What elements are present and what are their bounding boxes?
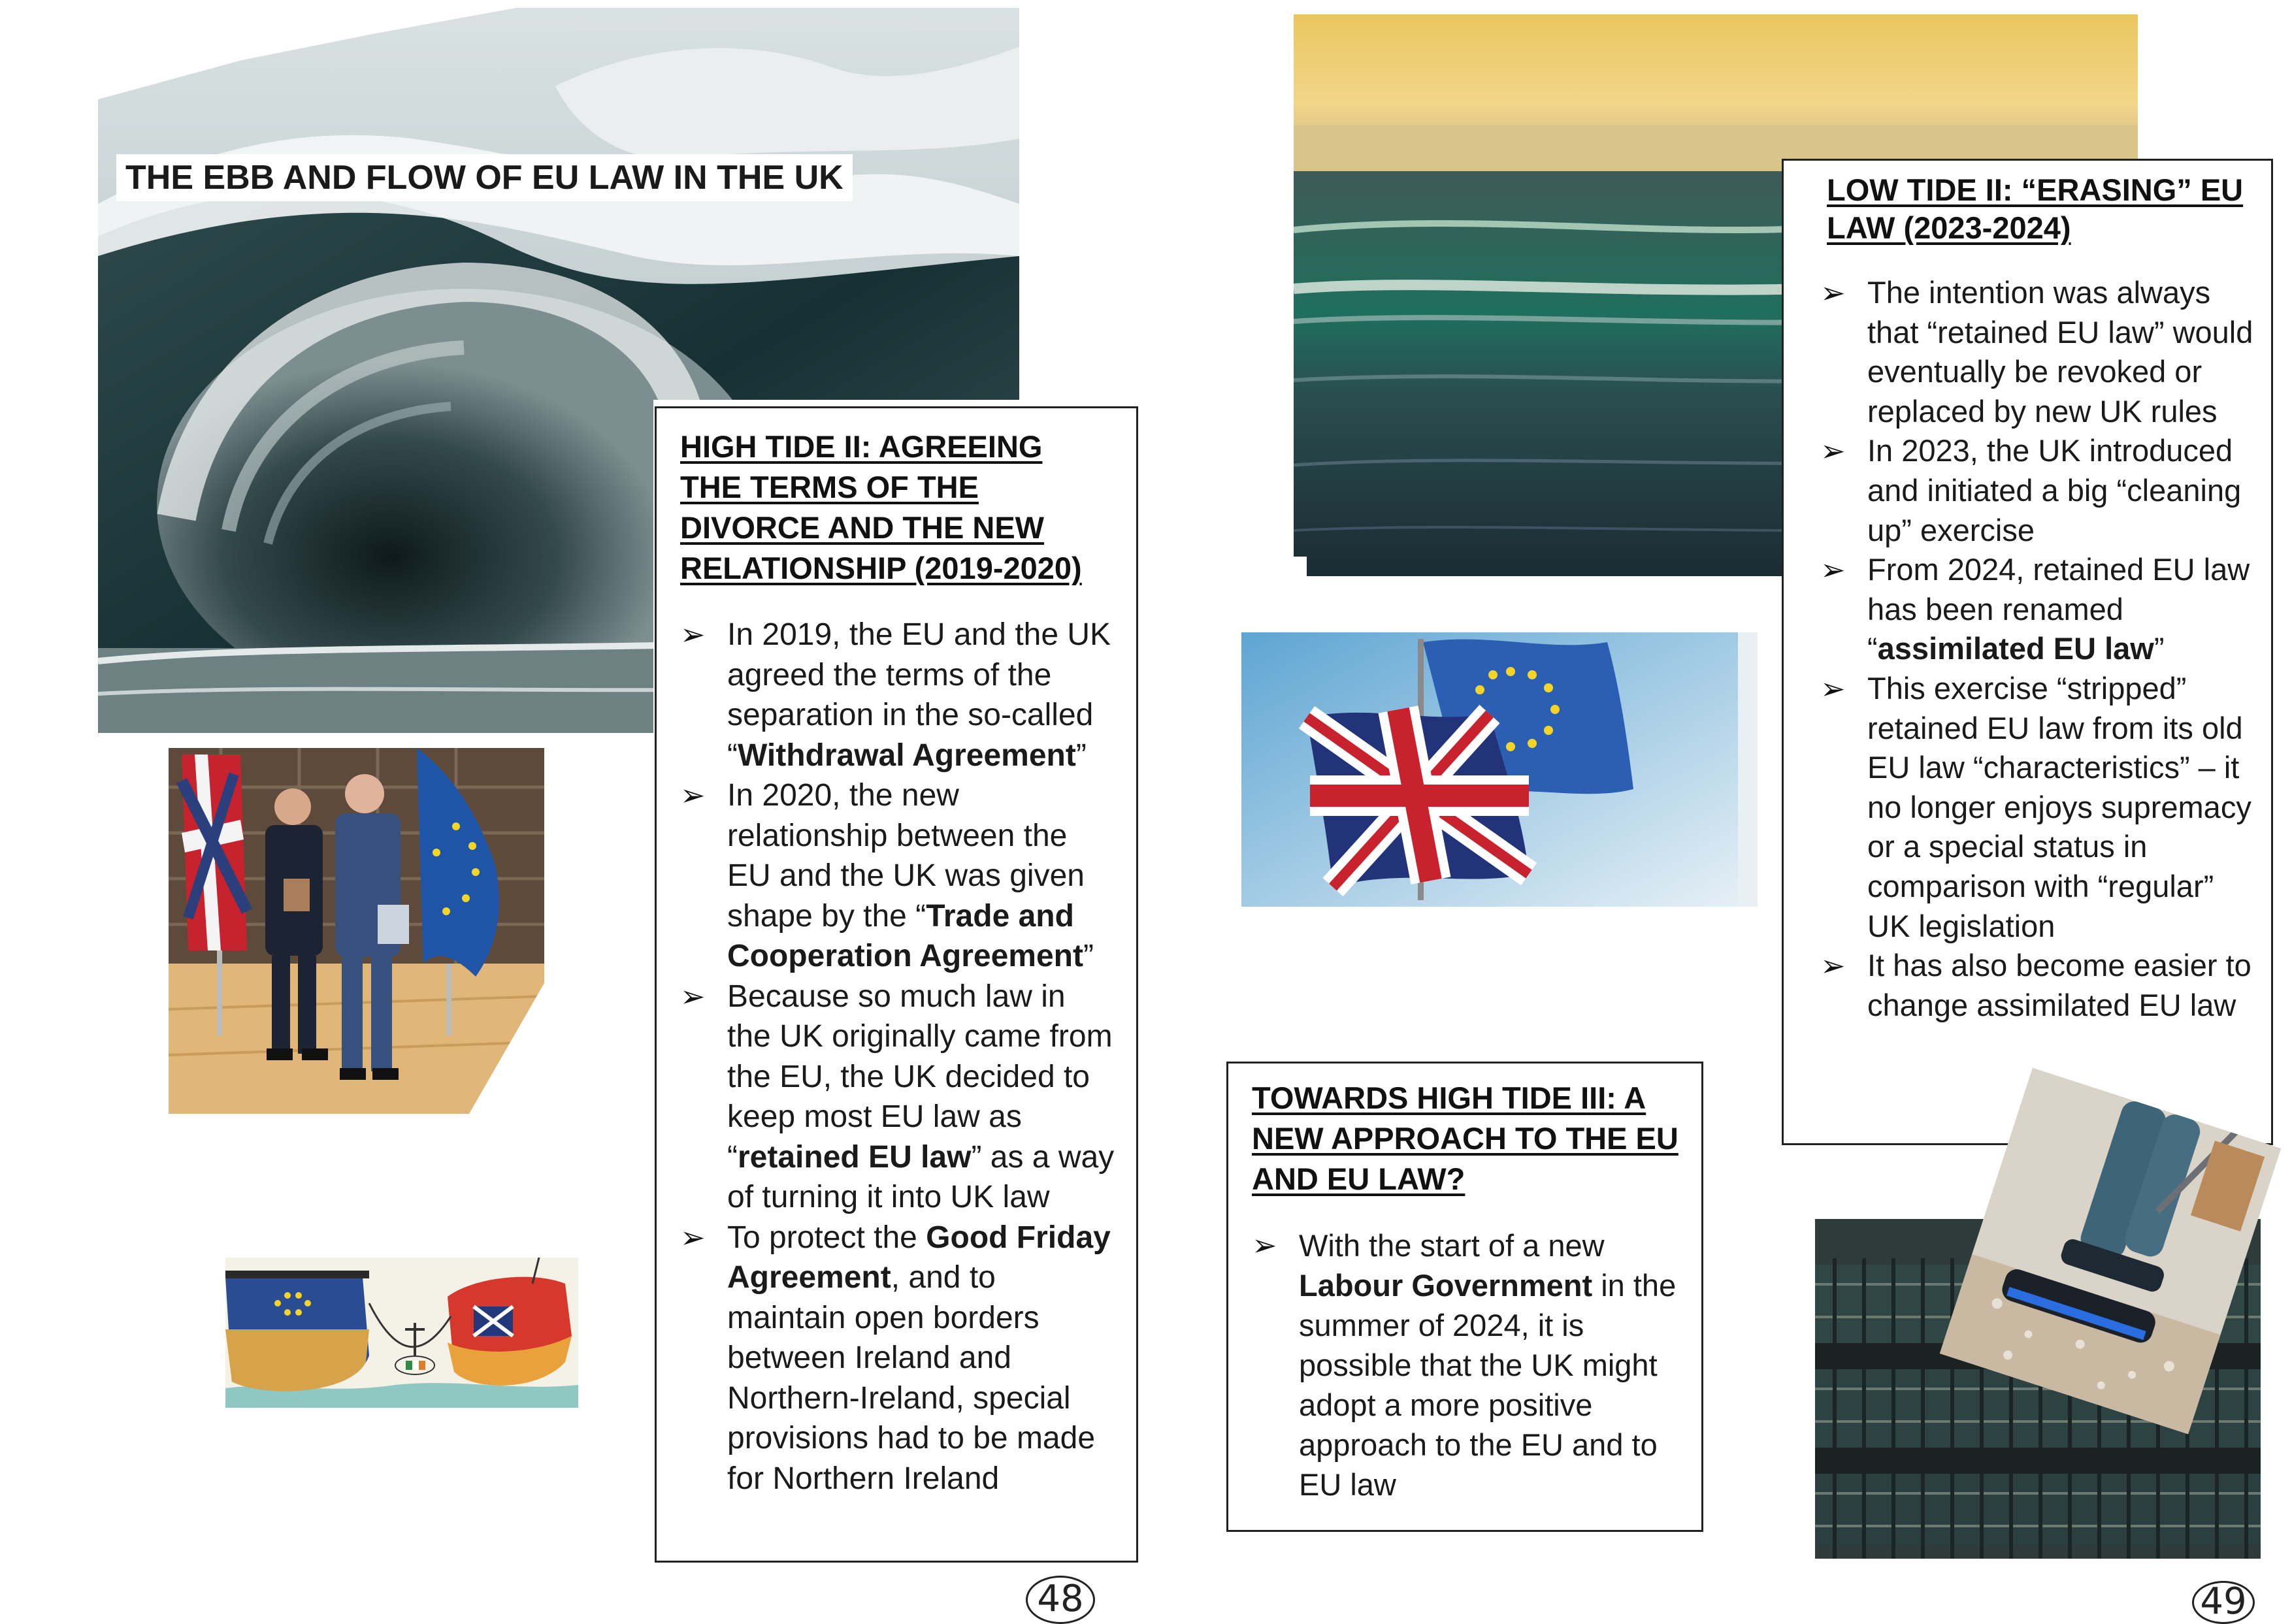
bullet-text-segment: ” bbox=[1075, 738, 1087, 773]
bullet-text bbox=[727, 977, 1117, 1218]
bullet-text-segment: This exercise “stripped” retained EU law from its old EU law “characteristics” – it no longer enjoys supremacy or a special status in comparison with “regular” UK legislation bbox=[1867, 670, 2251, 943]
bullet-text-segment: ” bbox=[2153, 631, 2165, 666]
arrow-bullet-icon: ➢ bbox=[1820, 553, 1846, 587]
towards-high-tide-iii-box bbox=[1226, 1062, 1703, 1532]
bullet-text-segment: With the start of a new bbox=[1299, 1228, 1605, 1263]
low-tide-ii-heading: LOW TIDE II: “ERASING” EU LAW (2023-2024) bbox=[1827, 172, 2244, 245]
bullet-text bbox=[1867, 669, 2258, 946]
bullet-text-segment: To protect the bbox=[727, 1220, 926, 1255]
bullet-text-segment: , and to maintain open borders between Ireland and Northern-Ireland, special provisions had to be made for Northern Ireland bbox=[727, 1260, 1096, 1496]
negotiators-photo bbox=[169, 748, 544, 1114]
bullet-text-segment: It has also become easier to change assimilated EU law bbox=[1867, 948, 2251, 1022]
bullet-text bbox=[727, 775, 1117, 977]
arrow-bullet-icon: ➢ bbox=[1820, 949, 1846, 983]
arrow-bullet-icon: ➢ bbox=[680, 617, 706, 651]
page-number-left: 48 bbox=[1026, 1576, 1095, 1624]
bullet-item bbox=[1820, 431, 2258, 550]
bullet-text-segment: In 2020, the new relationship between the EU and the UK was given shape by the “ bbox=[727, 778, 1085, 934]
bullet-item bbox=[680, 615, 1117, 775]
bullet-text bbox=[1867, 946, 2258, 1025]
bullet-bold-text: Withdrawal Agreement bbox=[737, 738, 1076, 773]
page-number-right: 49 bbox=[2192, 1581, 2255, 1624]
bullet-text bbox=[1299, 1226, 1686, 1504]
bullet-text-segment: The intention was always that “retained EU law” would eventually be revoked or replaced by new UK rules bbox=[1867, 275, 2253, 429]
bullet-text-segment: ” as a way of turning it into UK law bbox=[727, 1139, 1115, 1214]
low-tide-ii-box bbox=[1782, 159, 2273, 1145]
bullet-item bbox=[1252, 1226, 1686, 1504]
eu-uk-flags-photo bbox=[1241, 632, 1758, 907]
bullet-text-segment: From 2024, retained EU law has been renamed “ bbox=[1867, 552, 2250, 666]
bullet-text-segment: in the summer of 2024, it is possible that the UK might adopt a more positive approach to the EU and to EU law bbox=[1299, 1268, 1677, 1502]
bullet-text bbox=[1867, 273, 2258, 431]
bullet-item bbox=[1820, 946, 2258, 1025]
bullet-text bbox=[1867, 431, 2258, 550]
bullet-bold-text: Trade and Cooperation Agreement bbox=[727, 898, 1083, 973]
bullet-bold-text: Good Friday Agreement bbox=[727, 1220, 1111, 1295]
arrow-bullet-icon: ➢ bbox=[680, 778, 706, 812]
high-tide-ii-list bbox=[680, 615, 1117, 1499]
bullet-text-segment: In 2023, the UK introduced and initiated a big “cleaning up” exercise bbox=[1867, 433, 2242, 547]
bullet-text-segment: In 2019, the EU and the UK agreed the terms of the separation in the so-called “ bbox=[727, 617, 1111, 773]
low-tide-ii-list bbox=[1820, 273, 2258, 1025]
bullet-text-segment: ” bbox=[1083, 939, 1094, 973]
high-tide-ii-heading: HIGH TIDE II: AGREEING THE TERMS OF THE DIVORCE AND THE NEW RELATIONSHIP (2019-2020) bbox=[680, 429, 1082, 585]
bullet-item bbox=[680, 1218, 1117, 1499]
towards-high-tide-iii-list bbox=[1252, 1226, 1686, 1504]
towards-high-tide-iii-heading: TOWARDS HIGH TIDE III: A NEW APPROACH TO THE EU AND EU LAW? bbox=[1252, 1080, 1678, 1196]
arrow-bullet-icon: ➢ bbox=[1820, 434, 1846, 468]
high-tide-ii-box bbox=[655, 406, 1138, 1563]
arrow-bullet-icon: ➢ bbox=[680, 979, 706, 1013]
bullet-bold-text: retained EU law bbox=[737, 1139, 972, 1175]
bullet-text bbox=[1867, 550, 2258, 669]
bullet-text bbox=[727, 615, 1117, 775]
bullet-item bbox=[680, 775, 1117, 977]
bullet-bold-text: assimilated EU law bbox=[1877, 631, 2154, 666]
bullet-bold-text: Labour Government bbox=[1299, 1268, 1593, 1303]
arrow-bullet-icon: ➢ bbox=[1820, 671, 1846, 706]
page-title: THE EBB AND FLOW OF EU LAW IN THE UK bbox=[116, 154, 853, 201]
arrow-bullet-icon: ➢ bbox=[680, 1220, 706, 1254]
bullet-item bbox=[680, 977, 1117, 1218]
bullet-text-segment: Because so much law in the UK originally came from the EU, the UK decided to keep most EU law as “ bbox=[727, 979, 1113, 1175]
bullet-item bbox=[1820, 550, 2258, 669]
boats-cartoon bbox=[225, 1258, 578, 1408]
bullet-text bbox=[727, 1218, 1117, 1499]
bullet-item bbox=[1820, 273, 2258, 431]
arrow-bullet-icon: ➢ bbox=[1252, 1228, 1277, 1262]
bullet-item bbox=[1820, 669, 2258, 946]
arrow-bullet-icon: ➢ bbox=[1820, 276, 1846, 310]
